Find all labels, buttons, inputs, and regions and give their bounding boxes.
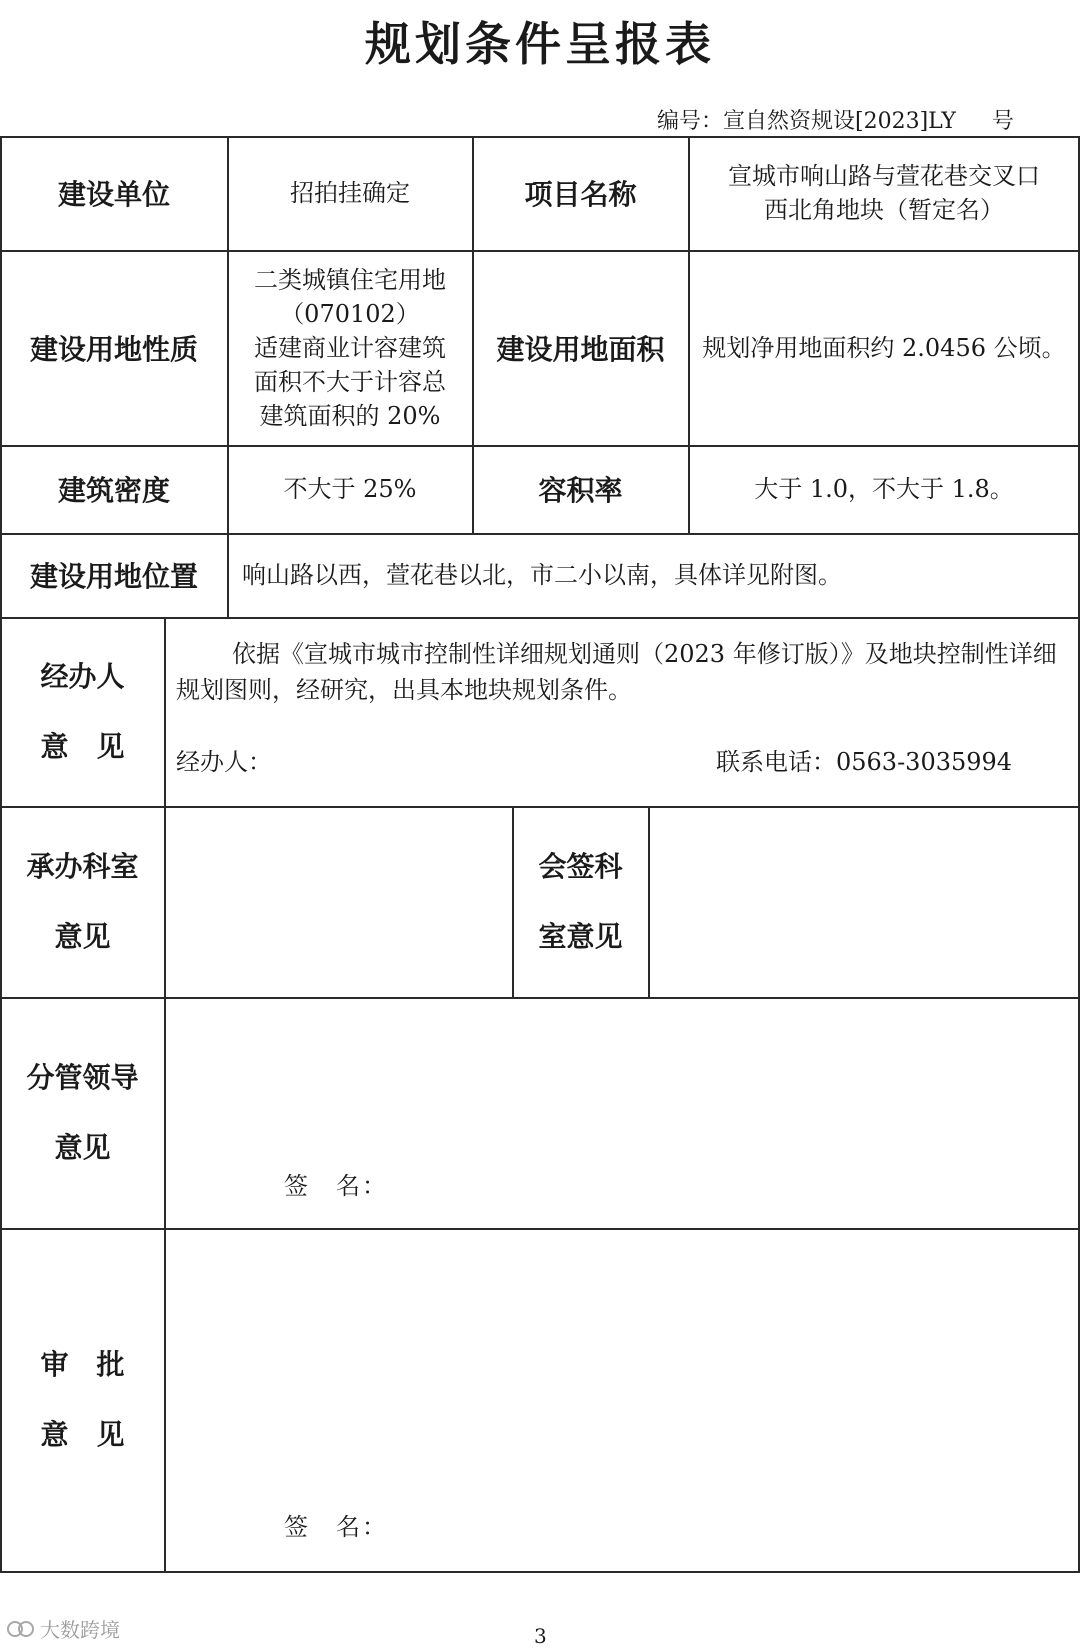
land-area-value: 规划净用地面积约 2.0456 公顷。 bbox=[702, 333, 1066, 362]
document-number-label: 编号：宣自然资规设[2023]LY bbox=[657, 109, 956, 134]
building-density-label: 建筑密度 bbox=[57, 474, 170, 507]
watermark-logo-icon bbox=[6, 1618, 36, 1640]
project-name-line-1: 宣城市响山路与萱花巷交叉口 bbox=[728, 162, 1040, 190]
handler-opinion-label-line-1: 经办人 bbox=[40, 659, 125, 693]
construction-unit-value: 招拍挂确定 bbox=[290, 179, 410, 207]
countersign-office-opinion-field[interactable] bbox=[650, 806, 1078, 997]
watermark bbox=[6, 1614, 120, 1643]
handler-opinion-label bbox=[0, 617, 165, 806]
land-location-value: 响山路以西，萱花巷以北，市二小以南，具体详见附图。 bbox=[242, 561, 842, 589]
plot-ratio-value: 大于 1.0，不大于 1.8。 bbox=[754, 475, 1014, 503]
building-density-value: 不大于 25% bbox=[283, 475, 417, 503]
countersign-office-label-line-1: 会签科 bbox=[538, 849, 623, 883]
countersign-office-label-line-2: 室意见 bbox=[538, 919, 623, 953]
project-name-line-2: 西北角地块（暂定名） bbox=[764, 196, 1004, 224]
form-title: 规划条件呈报表 bbox=[365, 17, 715, 71]
undertaking-office-label-line-1: 承办科室 bbox=[26, 849, 139, 883]
handler-opinion-label-line-2: 意 见 bbox=[40, 729, 125, 763]
project-name-value bbox=[689, 136, 1079, 250]
land-location-label: 建设用地位置 bbox=[29, 560, 198, 593]
land-use-line: 面积不大于计容总 bbox=[254, 367, 446, 396]
construction-unit-label: 建设单位 bbox=[57, 178, 170, 211]
countersign-office-opinion-label bbox=[513, 806, 648, 997]
leader-opinion-label-line-1: 分管领导 bbox=[26, 1060, 139, 1094]
plot-ratio-label: 容积率 bbox=[538, 474, 623, 507]
undertaking-office-opinion-field[interactable] bbox=[166, 806, 512, 997]
contact-phone: 联系电话：0563-3035994 bbox=[716, 748, 1013, 776]
land-use-line: 适建商业计容建筑 bbox=[254, 333, 446, 362]
undertaking-office-opinion-label bbox=[0, 806, 165, 997]
page-number: 3 bbox=[534, 1624, 547, 1648]
land-use-line: （070102） bbox=[280, 299, 420, 328]
land-use-line: 建筑面积的 20% bbox=[259, 401, 441, 430]
leader-opinion-label bbox=[0, 997, 165, 1228]
document-number bbox=[657, 104, 1014, 135]
land-use-nature-value bbox=[228, 250, 472, 445]
approval-opinion-label-line-1: 审 批 bbox=[40, 1347, 125, 1381]
approval-opinion-label bbox=[0, 1228, 165, 1571]
leader-opinion-label-line-2: 意见 bbox=[54, 1130, 111, 1164]
planning-conditions-table bbox=[0, 136, 1080, 1573]
land-use-line: 二类城镇住宅用地 bbox=[254, 265, 446, 294]
undertaking-office-label-line-2: 意见 bbox=[54, 919, 111, 953]
project-name-label: 项目名称 bbox=[524, 178, 637, 211]
land-use-nature-label: 建设用地性质 bbox=[29, 332, 198, 366]
handler-name-label: 经办人： bbox=[176, 748, 272, 776]
handler-opinion-text: 依据《宣城市城市控制性详细规划通则（2023 年修订版）》及地块控制性详细规划图则，经研究，出具本地块规划条件。 bbox=[176, 640, 1057, 704]
approval-signature-label: 签 名： bbox=[284, 1513, 388, 1541]
document-number-suffix: 号 bbox=[991, 109, 1014, 134]
approval-opinion-label-line-2: 意 见 bbox=[40, 1417, 125, 1451]
leader-signature-label: 签 名： bbox=[284, 1172, 388, 1200]
land-area-label: 建设用地面积 bbox=[496, 332, 665, 366]
watermark-text: 大数跨境 bbox=[40, 1618, 120, 1642]
